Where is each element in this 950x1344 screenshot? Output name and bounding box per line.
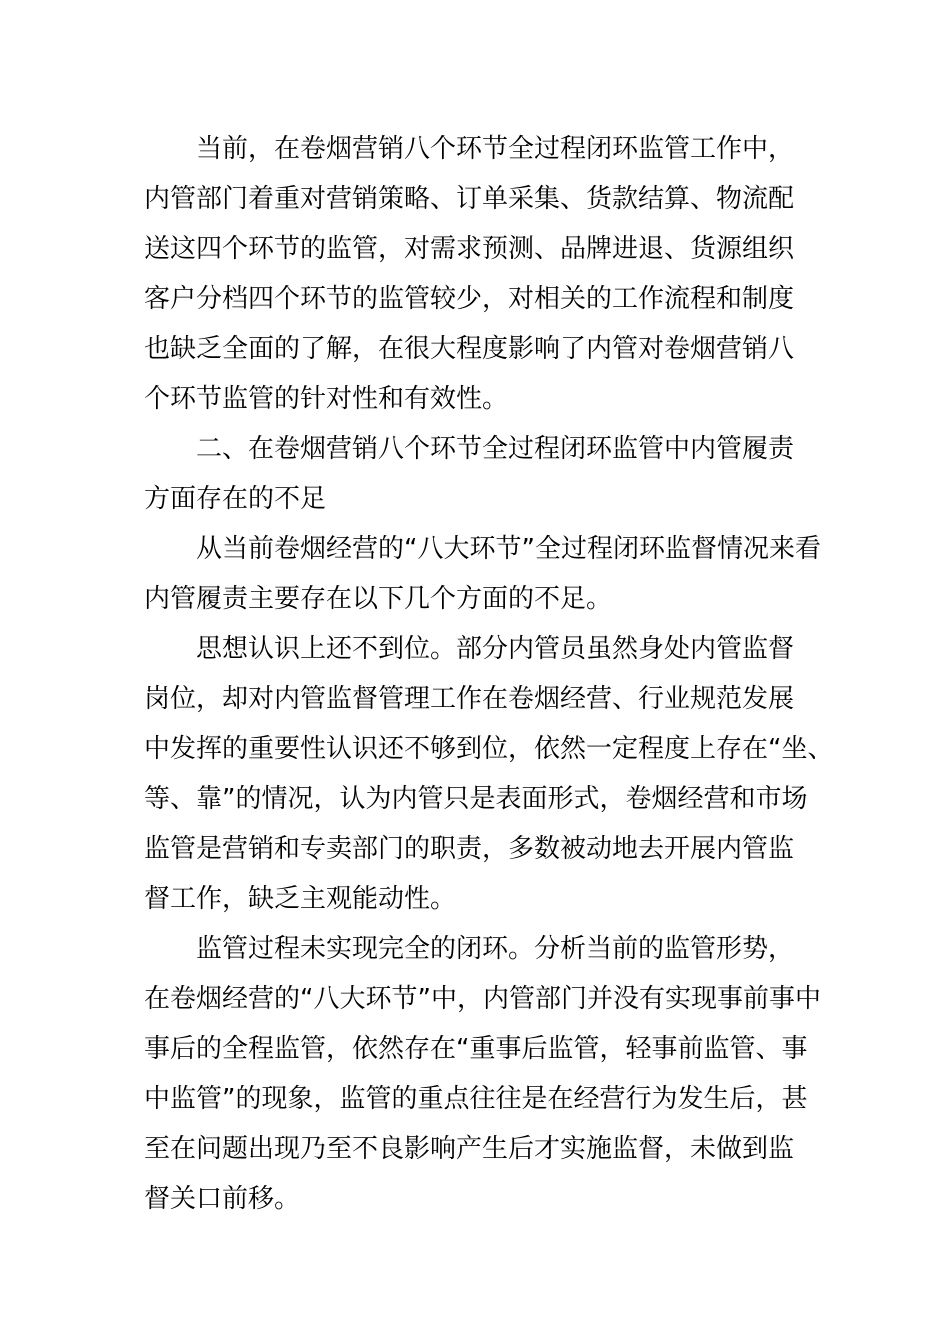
paragraph-1: [144, 124, 816, 424]
paragraph-3: [144, 524, 821, 624]
section-heading-2: [144, 424, 816, 524]
paragraph-line: 督工作，缺乏主观能动性。: [144, 884, 457, 914]
paragraph-line: 在卷烟经营的“八大环节”中，内管部门并没有实现事前事中: [144, 984, 821, 1014]
paragraph-line: 事后的全程监管，依然存在“重事后监管，轻事前监管、事: [144, 1034, 808, 1064]
document-body: [144, 124, 834, 1224]
paragraph-line: 至在问题出现乃至不良影响产生后才实施监督，未做到监: [144, 1134, 795, 1164]
heading-line: 方面存在的不足: [144, 484, 327, 514]
paragraph-line: 内管部门着重对营销策略、订单采集、货款结算、物流配: [144, 184, 795, 214]
paragraph-line: 送这四个环节的监管，对需求预测、品牌进退、货源组织: [144, 234, 795, 264]
paragraph-line: 客户分档四个环节的监管较少，对相关的工作流程和制度: [144, 284, 795, 314]
paragraph-line: 内管履责主要存在以下几个方面的不足。: [144, 584, 613, 614]
paragraph-4: [144, 624, 834, 924]
paragraph-line: 中监管”的现象，监管的重点往往是在经营行为发生后，甚: [144, 1084, 808, 1114]
paragraph-line: 个环节监管的针对性和有效性。: [144, 384, 509, 414]
paragraph-line: 思想认识上还不到位。部分内管员虽然身处内管监督: [196, 634, 795, 664]
paragraph-line: 从当前卷烟经营的“八大环节”全过程闭环监督情况来看: [196, 534, 821, 564]
paragraph-line: 等、靠”的情况，认为内管只是表面形式，卷烟经营和市场: [144, 784, 808, 814]
paragraph-line: 督关口前移。: [144, 1184, 301, 1214]
paragraph-line: 当前，在卷烟营销八个环节全过程闭环监管工作中，: [196, 134, 795, 164]
paragraph-line: 也缺乏全面的了解，在很大程度影响了内管对卷烟营销八: [144, 334, 795, 364]
paragraph-5: [144, 924, 821, 1224]
paragraph-line: 岗位，却对内管监督管理工作在卷烟经营、行业规范发展: [144, 684, 795, 714]
heading-line: 二、在卷烟营销八个环节全过程闭环监管中内管履责: [196, 434, 795, 464]
paragraph-line: 监管过程未实现完全的闭环。分析当前的监管形势，: [196, 934, 795, 964]
paragraph-line: 监管是营销和专卖部门的职责，多数被动地去开展内管监: [144, 834, 795, 864]
paragraph-line: 中发挥的重要性认识还不够到位，依然一定程度上存在“坐、: [144, 734, 834, 764]
